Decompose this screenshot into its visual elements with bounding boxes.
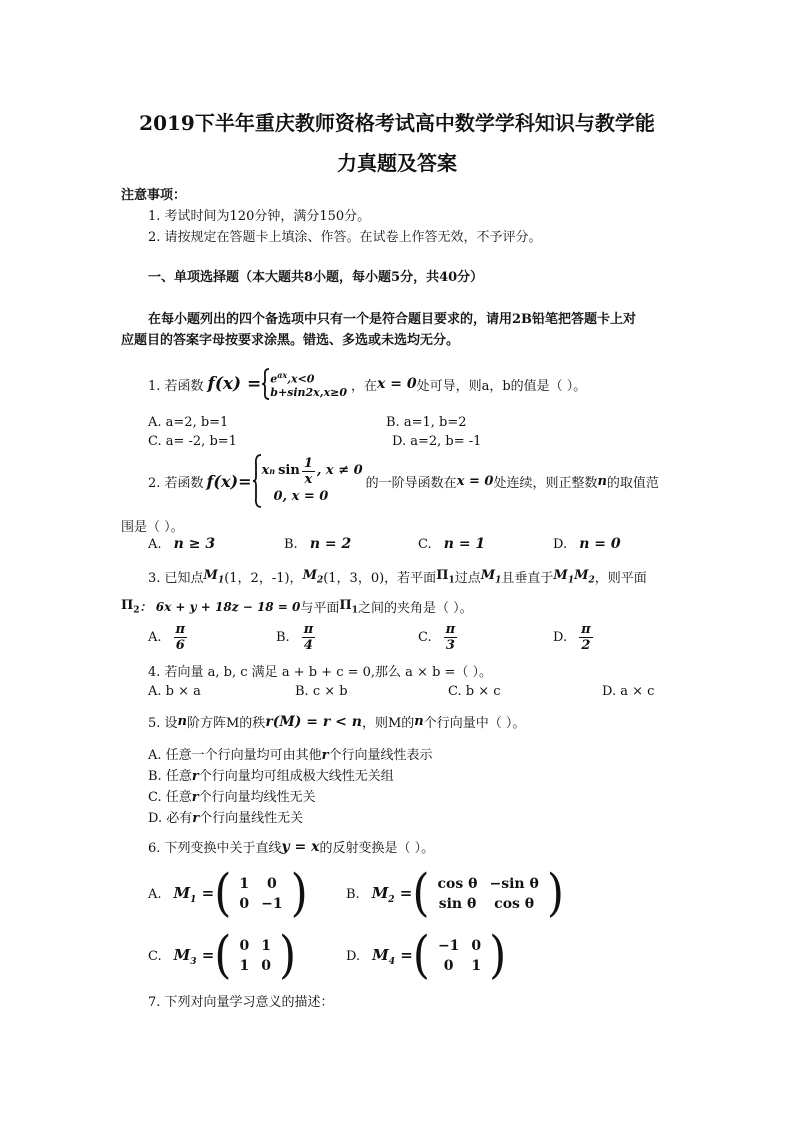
q1-option-a: A. a=2, b=1 bbox=[148, 415, 229, 430]
question-6: 6. 下列变换中关于直线 y = x 的反射变换是（ ）。 bbox=[148, 838, 435, 856]
left-brace-icon bbox=[252, 454, 262, 508]
q1-function: f(x) = bbox=[207, 374, 262, 394]
q6-option-b: B. $M_2$ = ( cos θ −sin θ sin θ cos θ ) bbox=[346, 864, 564, 923]
page-title-line2: 力真题及答案 bbox=[337, 151, 457, 175]
q4-option-c: C. b × c bbox=[448, 684, 501, 699]
q2-function: f(x)= bbox=[206, 471, 252, 491]
question-3: 3. 已知点 $M_1$ (1，2，-1)， $M_2$ (1，3，0)，若平面 $\Pi_1$ 过点 $M_1$ 且垂直于 $M_1M_2$ ，则平面 bbox=[148, 567, 647, 586]
notice-item-2: 2. 请按规定在答题卡上填涂、作答。在试卷上作答无效，不予评分。 bbox=[148, 230, 542, 245]
notice-item-1: 1. 考试时间为120分钟，满分150分。 bbox=[148, 209, 371, 224]
q2-option-b: B. n = 2 bbox=[284, 536, 352, 552]
matrix-m3: ( 0 1 1 0 ) bbox=[214, 926, 297, 985]
q1-option-d: D. a=2, b= -1 bbox=[392, 434, 482, 449]
q1-piecewise: $e^{ax},x<0$ b+sin2x,x≥0 bbox=[270, 370, 347, 399]
question-5: 5. 设 n 阶方阵M的秩 r(M) = r < n ，则M的 n 个行向量中（ ）。 bbox=[148, 713, 526, 731]
q5-option-d: D. 必有r个行向量线性无关 bbox=[148, 811, 304, 826]
q6-option-c: C. $M_3$ = ( 0 1 1 0 ) bbox=[148, 926, 297, 985]
q3-option-b: B. $\frac{\pi}{4}$ bbox=[276, 622, 314, 653]
section-instruction-2: 应题目的答案字母按要求涂黑。错选、多选或未选均无分。 bbox=[121, 333, 460, 348]
q3-option-d: D. $\frac{\pi}{2}$ bbox=[553, 622, 591, 653]
left-brace-icon bbox=[261, 368, 270, 400]
q1-option-b: B. a=1, b=2 bbox=[386, 415, 467, 430]
q3-line2: $\Pi_2$ ： 6x + y + 18z − 18 = 0 与平面 $\Pi_1$ 之间的夹角是（ ）。 bbox=[121, 597, 473, 616]
q5-option-a: A. 任意一个行向量均可由其他r个行向量线性表示 bbox=[148, 748, 433, 763]
q5-option-b: B. 任意r个行向量均可组成极大线性无关组 bbox=[148, 769, 394, 784]
notice-heading: 注意事项： bbox=[121, 188, 187, 203]
q3-option-a: A. $\frac{\pi}{6}$ bbox=[148, 622, 186, 653]
q4-option-d: D. a × c bbox=[602, 684, 655, 699]
q6-option-d: D. $M_4$ = ( −1 0 0 1 ) bbox=[346, 926, 507, 985]
question-1 bbox=[148, 368, 586, 400]
q4-option-b: B. c × b bbox=[295, 684, 348, 699]
q1-post: 处可导，则a，b的值是（ ）。 bbox=[416, 378, 587, 394]
matrix-m4: ( −1 0 0 1 ) bbox=[412, 926, 507, 985]
q2-option-a: A. n ≥ 3 bbox=[148, 536, 216, 552]
section-instruction-1: 在每小题列出的四个备选项中只有一个是符合题目要求的，请用2B铅笔把答题卡上对 bbox=[148, 312, 637, 327]
q6-option-a: A. $M_1$ = ( 1 0 0 −1 ) bbox=[148, 864, 308, 923]
question-2 bbox=[148, 454, 659, 508]
q2-option-c: C. n = 1 bbox=[418, 536, 486, 552]
question-7: 7. 下列对向量学习意义的描述： bbox=[148, 995, 334, 1010]
q1-prefix: 1. 若函数 bbox=[148, 378, 204, 394]
q2-prefix: 2. 若函数 bbox=[148, 475, 204, 491]
q1-condition: x = 0 bbox=[377, 376, 417, 392]
q1-option-c: C. a= -2, b=1 bbox=[148, 434, 237, 449]
q2-mid: 的一阶导函数在 bbox=[365, 475, 457, 491]
q2-condition: x = 0 bbox=[456, 473, 494, 489]
question-4: 4. 若向量 a, b, c 满足 a + b + c = 0,那么 a × b =（ ）。 bbox=[148, 665, 493, 680]
section-heading: 一、单项选择题（本大题共8小题，每小题5分，共40分） bbox=[148, 270, 484, 285]
q2-continuation: 围是（ ）。 bbox=[121, 520, 184, 535]
q3-option-c: C. $\frac{\pi}{3}$ bbox=[418, 622, 456, 653]
q1-mid: ，在 bbox=[351, 378, 378, 394]
q2-piecewise: x n sin $\frac{1}{x}$ , x ≠ 0 0, x = 0 bbox=[261, 455, 363, 504]
q2-option-d: D. n = 0 bbox=[553, 536, 621, 552]
q2-mid2: 处连续，则正整数 bbox=[493, 475, 598, 491]
matrix-m2: ( cos θ −sin θ sin θ cos θ ) bbox=[412, 864, 564, 923]
q2-post: 的取值范 bbox=[606, 475, 659, 491]
page-title-line1: 2019下半年重庆教师资格考试高中数学学科知识与教学能 bbox=[139, 111, 655, 135]
q5-option-c: C. 任意r个行向量均线性无关 bbox=[148, 790, 316, 805]
matrix-m1: ( 1 0 0 −1 ) bbox=[214, 864, 308, 923]
q2-n: n bbox=[597, 473, 607, 489]
q4-option-a: A. b × a bbox=[148, 684, 201, 699]
